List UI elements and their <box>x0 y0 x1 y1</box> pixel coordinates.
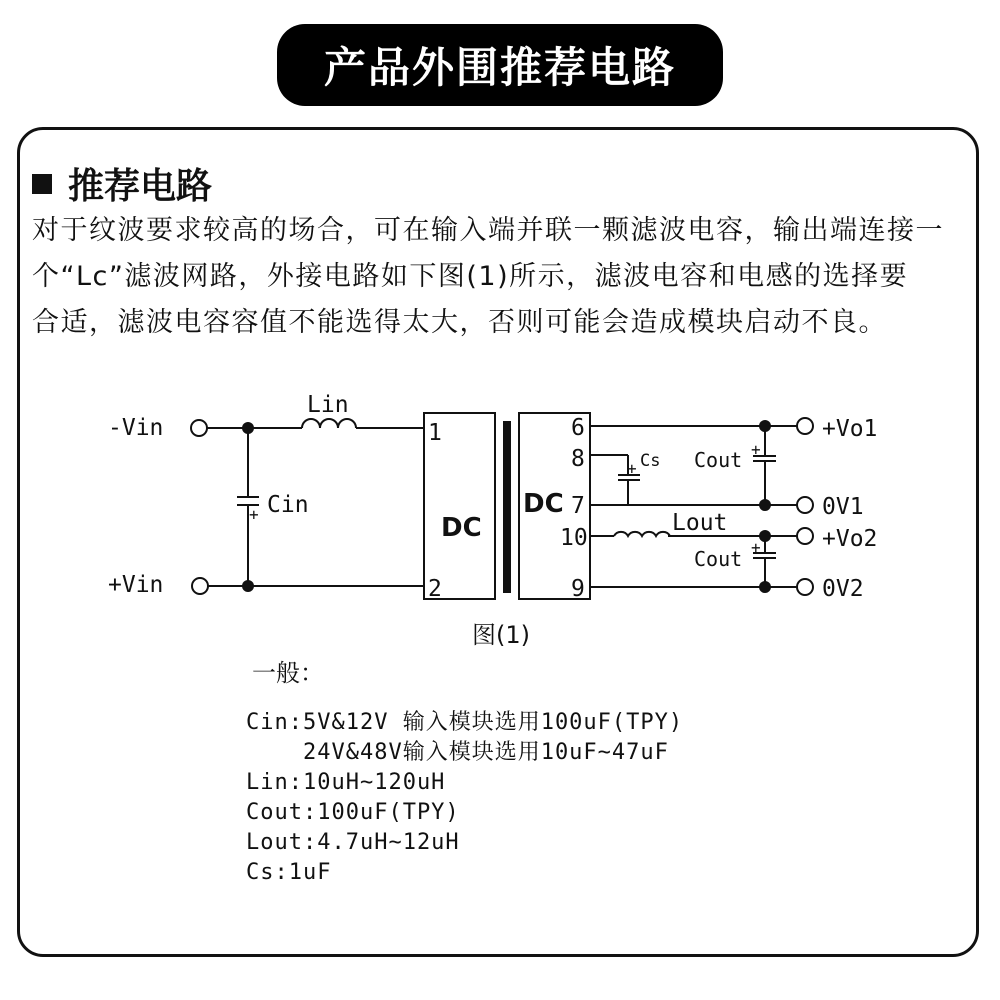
paragraph-line: 个“Lc”滤波网路，外接电路如下图(1)所示，滤波电容和电感的选择要 <box>32 261 909 292</box>
label-vo1: +Vo1 <box>822 416 878 442</box>
label-lin: Lin <box>307 392 349 418</box>
description-paragraph <box>32 208 972 346</box>
svg-text:+: + <box>627 459 637 478</box>
label-cout-2: Cout <box>694 547 743 571</box>
label-lout: Lout <box>672 510 728 536</box>
paragraph-line: 对于纹波要求较高的场合，可在输入端并联一颗滤波电容，输出端连接一 <box>32 215 944 246</box>
note-line: Lout:4.7uH~12uH <box>246 830 460 855</box>
note-line: Lin:10uH~120uH <box>246 770 446 795</box>
note-line: 24V&48V输入模块选用10uF~47uF <box>246 740 669 765</box>
figure-caption: 图(1) <box>472 621 530 649</box>
svg-text:+: + <box>751 440 761 459</box>
page-title: 产品外围推荐电路 <box>323 43 676 92</box>
terminal-icon <box>191 420 207 436</box>
label-0v2: 0V2 <box>822 576 864 602</box>
pin-1: 1 <box>428 420 442 446</box>
pin-6: 6 <box>571 415 585 441</box>
pin-9: 9 <box>571 576 585 602</box>
section-heading-text: 推荐电路 <box>68 166 213 207</box>
junction-dot-icon <box>242 422 254 434</box>
section-heading <box>32 158 212 209</box>
terminal-icon <box>797 497 813 513</box>
label-0v1: 0V1 <box>822 494 864 520</box>
junction-dot-icon <box>242 580 254 592</box>
junction-dot-icon <box>759 499 771 511</box>
circuit-schematic <box>0 380 1000 610</box>
terminal-icon <box>192 578 208 594</box>
label-dc-right: DC <box>523 489 564 519</box>
label-pos-vin: +Vin <box>108 572 164 598</box>
lin-inductor-icon <box>302 419 356 428</box>
label-cs: Cs <box>640 451 661 471</box>
terminal-icon <box>797 528 813 544</box>
pin-8: 8 <box>571 446 585 472</box>
label-neg-vin: -Vin <box>108 415 164 441</box>
lout-inductor-icon <box>614 532 670 536</box>
junction-dot-icon <box>759 581 771 593</box>
svg-text:+: + <box>249 505 259 524</box>
label-cout-1: Cout <box>694 448 743 472</box>
transformer-bar-icon <box>503 421 511 593</box>
note-line: Cout:100uF(TPY) <box>246 800 460 825</box>
pin-10: 10 <box>560 525 588 551</box>
label-cin: Cin <box>267 492 309 518</box>
terminal-icon <box>797 418 813 434</box>
svg-text:+: + <box>751 538 761 557</box>
pin-2: 2 <box>428 576 442 602</box>
paragraph-line: 合适，滤波电容容值不能选得太大，否则可能会造成模块启动不良。 <box>32 307 887 338</box>
label-dc-left: DC <box>441 513 482 543</box>
note-line: Cin:5V&12V 输入模块选用100uF(TPY) <box>246 710 684 735</box>
junction-dot-icon <box>759 420 771 432</box>
junction-dot-icon <box>759 530 771 542</box>
page-title-banner <box>277 24 723 106</box>
component-notes <box>246 708 683 888</box>
label-vo2: +Vo2 <box>822 526 878 552</box>
notes-heading: 一般： <box>252 659 324 687</box>
pin-7: 7 <box>571 493 585 519</box>
note-line: Cs:1uF <box>246 860 332 885</box>
terminal-icon <box>797 579 813 595</box>
bullet-square-icon <box>32 174 52 194</box>
